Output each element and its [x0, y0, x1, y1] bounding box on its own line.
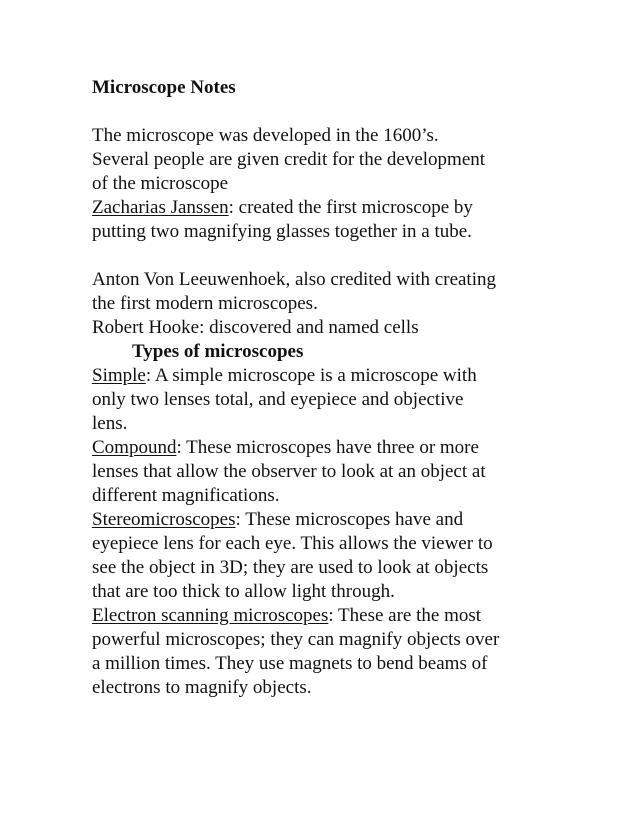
document-title: Microscope Notes: [92, 77, 236, 98]
simple-description: : A simple microscope is a microscope with: [145, 365, 477, 386]
stereo-description: : These microscopes have and: [235, 509, 464, 530]
types-heading: Types of microscopes: [132, 341, 304, 362]
electron-description: : These are the most: [328, 605, 482, 626]
compound-continuation: different magnifications.: [92, 485, 280, 506]
intro-line: Several people are given credit for the development: [92, 149, 486, 170]
janssen-line: [92, 196, 562, 220]
electron-continuation: a million times. They use magnets to bend beams of: [92, 653, 488, 674]
electron-continuation: powerful microscopes; they can magnify objects over: [92, 629, 500, 650]
simple-term: Simple: [92, 365, 146, 386]
janssen-line-2: putting two magnifying glasses together in a tube.: [92, 221, 472, 242]
simple-continuation: only two lenses total, and eyepiece and objective: [92, 389, 464, 410]
intro-line: of the microscope: [92, 173, 229, 194]
simple-continuation: lens.: [92, 413, 128, 434]
compound-continuation: lenses that allow the observer to look at an object at: [92, 461, 486, 482]
compound-term: Compound: [92, 437, 177, 458]
electron-term: Electron scanning microscopes: [92, 605, 329, 626]
stereo-continuation: eyepiece lens for each eye. This allows the viewer to: [92, 533, 493, 554]
stereo-continuation: that are too thick to allow light through.: [92, 581, 395, 602]
notes-body: [92, 76, 562, 700]
leeuwenhoek-line: Anton Von Leeuwenhoek, also credited with creating: [92, 269, 496, 290]
hooke-line: Robert Hooke: discovered and named cells: [92, 317, 419, 338]
blank-line: [92, 244, 562, 268]
stereo-line: [92, 508, 562, 532]
leeuwenhoek-line: the first modern microscopes.: [92, 293, 318, 314]
simple-line: [92, 364, 562, 388]
stereo-continuation: see the object in 3D; they are used to look at objects: [92, 557, 489, 578]
janssen-name: Zacharias Janssen: [92, 197, 229, 218]
intro-line: The microscope was developed in the 1600’s.: [92, 125, 439, 146]
electron-line: [92, 604, 562, 628]
compound-line: [92, 436, 562, 460]
electron-continuation: electrons to magnify objects.: [92, 677, 312, 698]
blank-line: [92, 100, 562, 124]
stereo-term: Stereomicroscopes: [92, 509, 236, 530]
janssen-description: : created the first microscope by: [228, 197, 473, 218]
compound-description: : These microscopes have three or more: [176, 437, 479, 458]
